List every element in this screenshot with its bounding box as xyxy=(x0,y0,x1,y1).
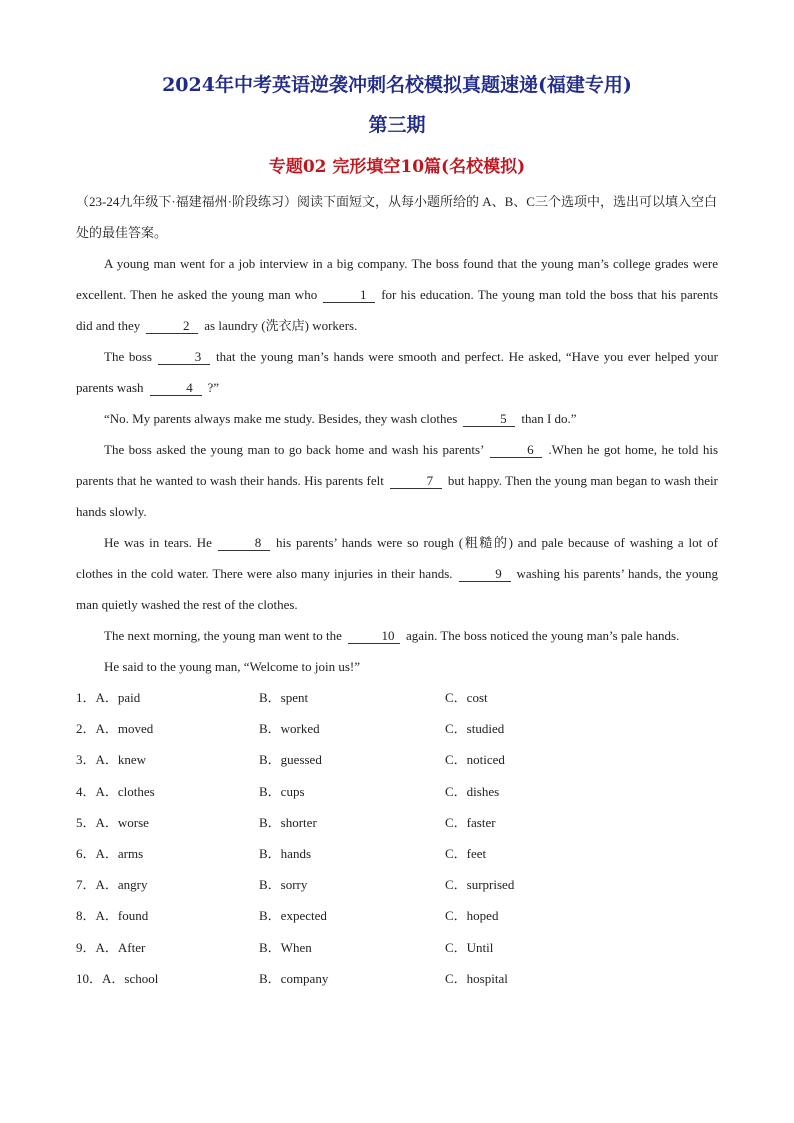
option-b: B．When xyxy=(259,939,312,955)
option-c: C．faster xyxy=(445,814,496,830)
passage-text: as laundry (洗衣店) workers. xyxy=(204,318,358,333)
blank-2: 2 xyxy=(146,319,198,334)
option-a: 6．A．arms xyxy=(76,846,144,862)
document-title: 2024年中考英语逆袭冲刺名校模拟真题速递(福建专用) xyxy=(162,74,632,96)
passage-paragraph-3 xyxy=(76,403,718,434)
option-b: B．expected xyxy=(259,908,327,924)
blank-7: 7 xyxy=(390,474,442,489)
option-b: B．spent xyxy=(259,690,309,706)
document-body xyxy=(76,186,718,994)
option-c: C．studied xyxy=(445,721,505,737)
issue-title: 第三期 xyxy=(368,114,426,136)
blank-10: 10 xyxy=(348,629,400,644)
passage-text: than I do.” xyxy=(521,411,577,426)
option-b: B．sorry xyxy=(259,877,308,893)
option-b: B．hands xyxy=(259,846,312,862)
option-row xyxy=(76,963,718,994)
option-c: C．noticed xyxy=(445,752,505,768)
option-a: 4．A．clothes xyxy=(76,783,155,799)
option-c: C．surprised xyxy=(445,877,515,893)
passage-paragraph-2 xyxy=(76,341,718,403)
option-b: B．company xyxy=(259,970,329,986)
option-row xyxy=(76,682,718,713)
options-list xyxy=(76,682,718,994)
blank-3: 3 xyxy=(158,350,210,365)
option-c: C．feet xyxy=(445,846,487,862)
passage-text: for his education. The young man told the boss that his parents did and they xyxy=(76,287,718,333)
passage-text: that the young man’s hands were smooth and perfect. He asked, “Have you ever helped your parents wash xyxy=(76,349,718,395)
option-a: 1．A．paid xyxy=(76,690,141,706)
option-row xyxy=(76,807,718,838)
instructions: （23-24九年级下·福建福州·阶段练习）阅读下面短文，从每小题所给的 A、B、C三个选项中，选出可以填入空白处的最佳答案。 xyxy=(76,194,717,240)
option-c: C．hoped xyxy=(445,908,499,924)
option-a: 7．A．angry xyxy=(76,877,148,893)
blank-1: 1 xyxy=(323,288,375,303)
blank-6: 6 xyxy=(490,443,542,458)
option-a: 9．A．After xyxy=(76,939,146,955)
option-row xyxy=(76,869,718,900)
topic-title: 专题02 完形填空10篇(名校模拟) xyxy=(268,157,526,177)
passage-text: washing his parents’ hands, the young man quietly washed the rest of the clothes. xyxy=(76,566,719,612)
passage-text: “No. My parents always make me study. Besides, they wash clothes xyxy=(104,411,458,426)
blank-9: 9 xyxy=(459,567,511,582)
passage-text: A young man went for a job interview in a big company. The boss found that the young man’s college grades were excellent. Then he asked the young man who xyxy=(76,256,718,302)
option-row xyxy=(76,838,718,869)
passage-text: his parents’ hands were so rough (粗糙的) and pale because of washing a lot of clothes in the cold water. There were also many injuries in their hands. xyxy=(76,535,718,581)
option-c: C．dishes xyxy=(445,783,500,799)
option-c: C．Until xyxy=(445,939,494,955)
passage-text: The boss xyxy=(104,349,152,364)
option-a: 8．A．found xyxy=(76,908,149,924)
option-c: C．hospital xyxy=(445,970,508,986)
passage-text: The next morning, the young man went to the xyxy=(104,628,342,643)
passage-paragraph-7: He said to the young man, “Welcome to join us!” xyxy=(104,659,361,674)
option-a: 2．A．moved xyxy=(76,721,154,737)
option-row xyxy=(76,744,718,775)
passage-text: but happy. Then the young man began to wash their hands slowly. xyxy=(76,473,718,519)
passage-paragraph-1 xyxy=(76,248,718,341)
option-a: 5．A．worse xyxy=(76,814,149,830)
passage-paragraph-5 xyxy=(76,527,718,620)
passage-paragraph-4 xyxy=(76,434,718,527)
passage-text: .When he got home, he told his parents that he wanted to wash their hands. His parents felt xyxy=(76,442,719,488)
blank-5: 5 xyxy=(463,412,515,427)
option-c: C．cost xyxy=(445,690,488,706)
option-b: B．shorter xyxy=(259,814,317,830)
blank-4: 4 xyxy=(150,381,202,396)
option-b: B．cups xyxy=(259,783,305,799)
blank-8: 8 xyxy=(218,536,270,551)
option-row xyxy=(76,932,718,963)
passage-text: He was in tears. He xyxy=(104,535,212,550)
passage-text: ?” xyxy=(207,380,220,395)
option-row xyxy=(76,776,718,807)
option-row xyxy=(76,713,718,744)
option-row xyxy=(76,900,718,931)
option-b: B．worked xyxy=(259,721,320,737)
passage-paragraph-6 xyxy=(76,620,718,651)
option-b: B．guessed xyxy=(259,752,322,768)
option-a: 3．A．knew xyxy=(76,752,147,768)
option-a: 10．A．school xyxy=(76,970,159,986)
passage-text: again. The boss noticed the young man’s pale hands. xyxy=(405,628,680,643)
passage-text: The boss asked the young man to go back home and wash his parents’ xyxy=(104,442,485,457)
